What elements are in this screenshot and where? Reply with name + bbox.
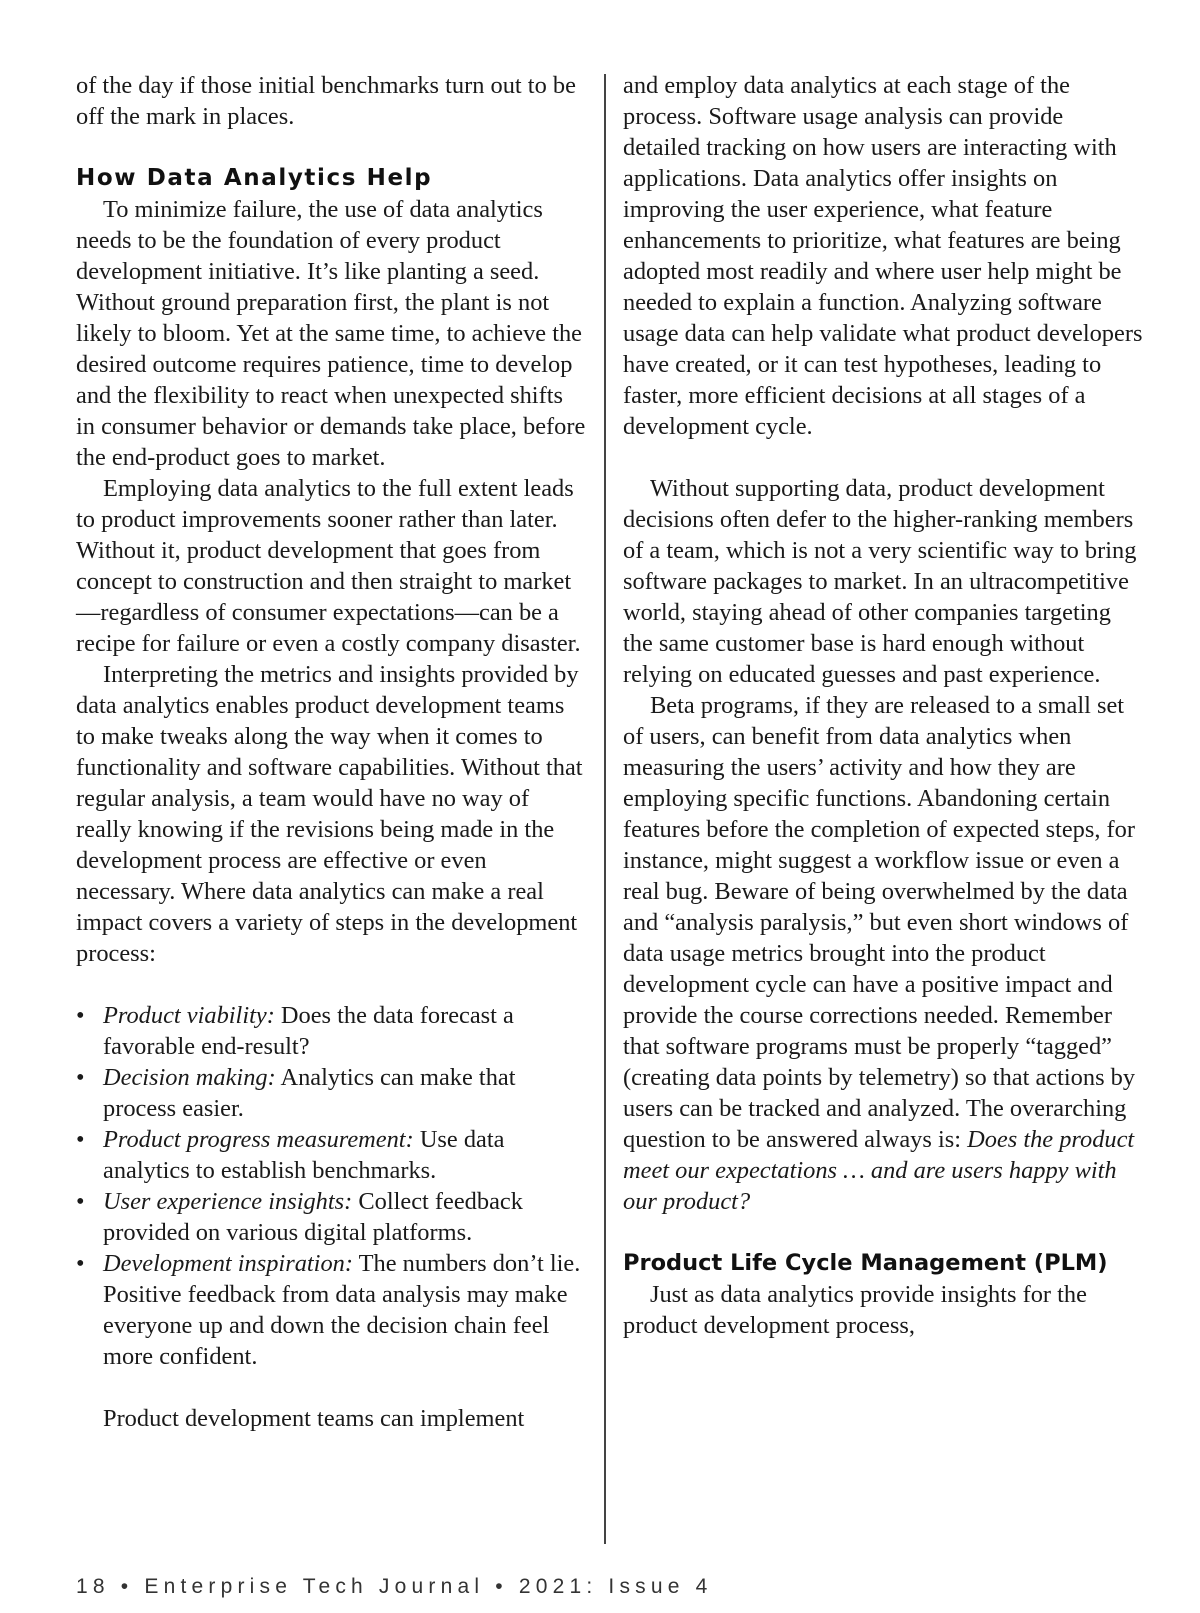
- bullet-text: Does the data forecast a favorable end-result?: [103, 1002, 514, 1060]
- body-paragraph: Employing data analytics to the full extent leads to product improvements sooner rather than later. Without it, product development that goes from concept to construction and then straight to market—regardless of consumer expectations—can be a recipe for failure or even a costly company disaster.: [76, 475, 581, 657]
- column-divider: [604, 74, 606, 1544]
- body-paragraph: Product development teams can implement: [103, 1405, 525, 1432]
- bullet-text: Collect feedback provided on various digital platforms.: [103, 1188, 523, 1246]
- bullet-term: Product viability:: [103, 1002, 275, 1029]
- list-item: [76, 1000, 586, 1062]
- section-heading-plm: Product Life Cycle Management (PLM): [623, 1250, 1108, 1276]
- intro-paragraph: of the day if those initial benchmarks turn out to be off the mark in places.: [76, 72, 576, 130]
- list-item: [76, 1062, 586, 1124]
- body-text: Beta programs, if they are released to a small set of users, can benefit from data analytics when measuring the users’ activity and how they are employing specific functions. Abandoning certain features before the completion of expected steps, for instance, might suggest a workflow issue or even a real bug. Beware of being overwhelmed by the data and “analysis paralysis,” but even short windows of data usage metrics brought into the product development cycle can have a positive impact and provide the course corrections needed. Remember that software programs must be properly “tagged” (creating data points by telemetry) so that actions by users can be tracked and analyzed. The overarching question to be answered always is:: [623, 692, 1136, 1153]
- bullet-term: Decision making:: [103, 1064, 276, 1091]
- body-paragraph: Just as data analytics provide insights for the product development process,: [623, 1281, 1087, 1339]
- closing-question: Does the product meet our expectations … and are users happy with our product?: [623, 1126, 1135, 1215]
- page-footer: 18 • Enterprise Tech Journal • 2021: Issue 4: [76, 1575, 713, 1598]
- bullet-term: Product progress measurement:: [103, 1126, 414, 1153]
- list-item: [76, 1124, 586, 1186]
- list-item: [76, 1248, 586, 1372]
- body-paragraph: To minimize failure, the use of data analytics needs to be the foundation of every product development initiative. It’s like planting a seed. Without ground preparation first, the plant is not likely to bloom. Yet at the same time, to achieve the desired outcome requires patience, time to develop and the flexibility to react when unexpected shifts in consumer behavior or demands take place, before the end-product goes to market.: [76, 196, 586, 471]
- body-paragraph: Interpreting the metrics and insights provided by data analytics enables product development teams to make tweaks along the way when it comes to functionality and software capabilities. Without that regular analysis, a team would have no way of really knowing if the revisions being made in the development process are effective or even necessary. Where data analytics can make a real impact covers a variety of steps in the development process:: [76, 661, 583, 967]
- list-item: [76, 1186, 586, 1248]
- bullet-text: The numbers don’t lie. Positive feedback from data analysis may make everyone up and down the decision chain feel more confident.: [103, 1250, 581, 1370]
- left-column: [76, 70, 586, 1434]
- body-paragraph: Without supporting data, product development decisions often defer to the higher-ranking members of a team, which is not a very scientific way to bring software packages to market. In an ultracompetitive world, staying ahead of other companies targeting the same customer base is hard enough without relying on educated guesses and past experience.: [623, 475, 1137, 688]
- bullet-text: Analytics can make that process easier.: [103, 1064, 516, 1122]
- body-paragraph: [623, 690, 1143, 1217]
- bullet-term: User experience insights:: [103, 1188, 353, 1215]
- bullet-text: Use data analytics to establish benchmarks.: [103, 1126, 505, 1184]
- impact-bullet-list: [76, 1000, 586, 1372]
- body-paragraph: and employ data analytics at each stage of the process. Software usage analysis can provide detailed tracking on how users are interacting with applications. Data analytics offer insights on improving the user experience, what feature enhancements to prioritize, what features are being adopted most readily and where user help might be needed to explain a function. Analyzing software usage data can help validate what product developers have created, or it can test hypotheses, leading to faster, more efficient decisions at all stages of a development cycle.: [623, 72, 1143, 440]
- section-heading-data-analytics: How Data Analytics Help: [76, 165, 433, 191]
- bullet-term: Development inspiration:: [103, 1250, 353, 1277]
- right-column: [623, 70, 1143, 1341]
